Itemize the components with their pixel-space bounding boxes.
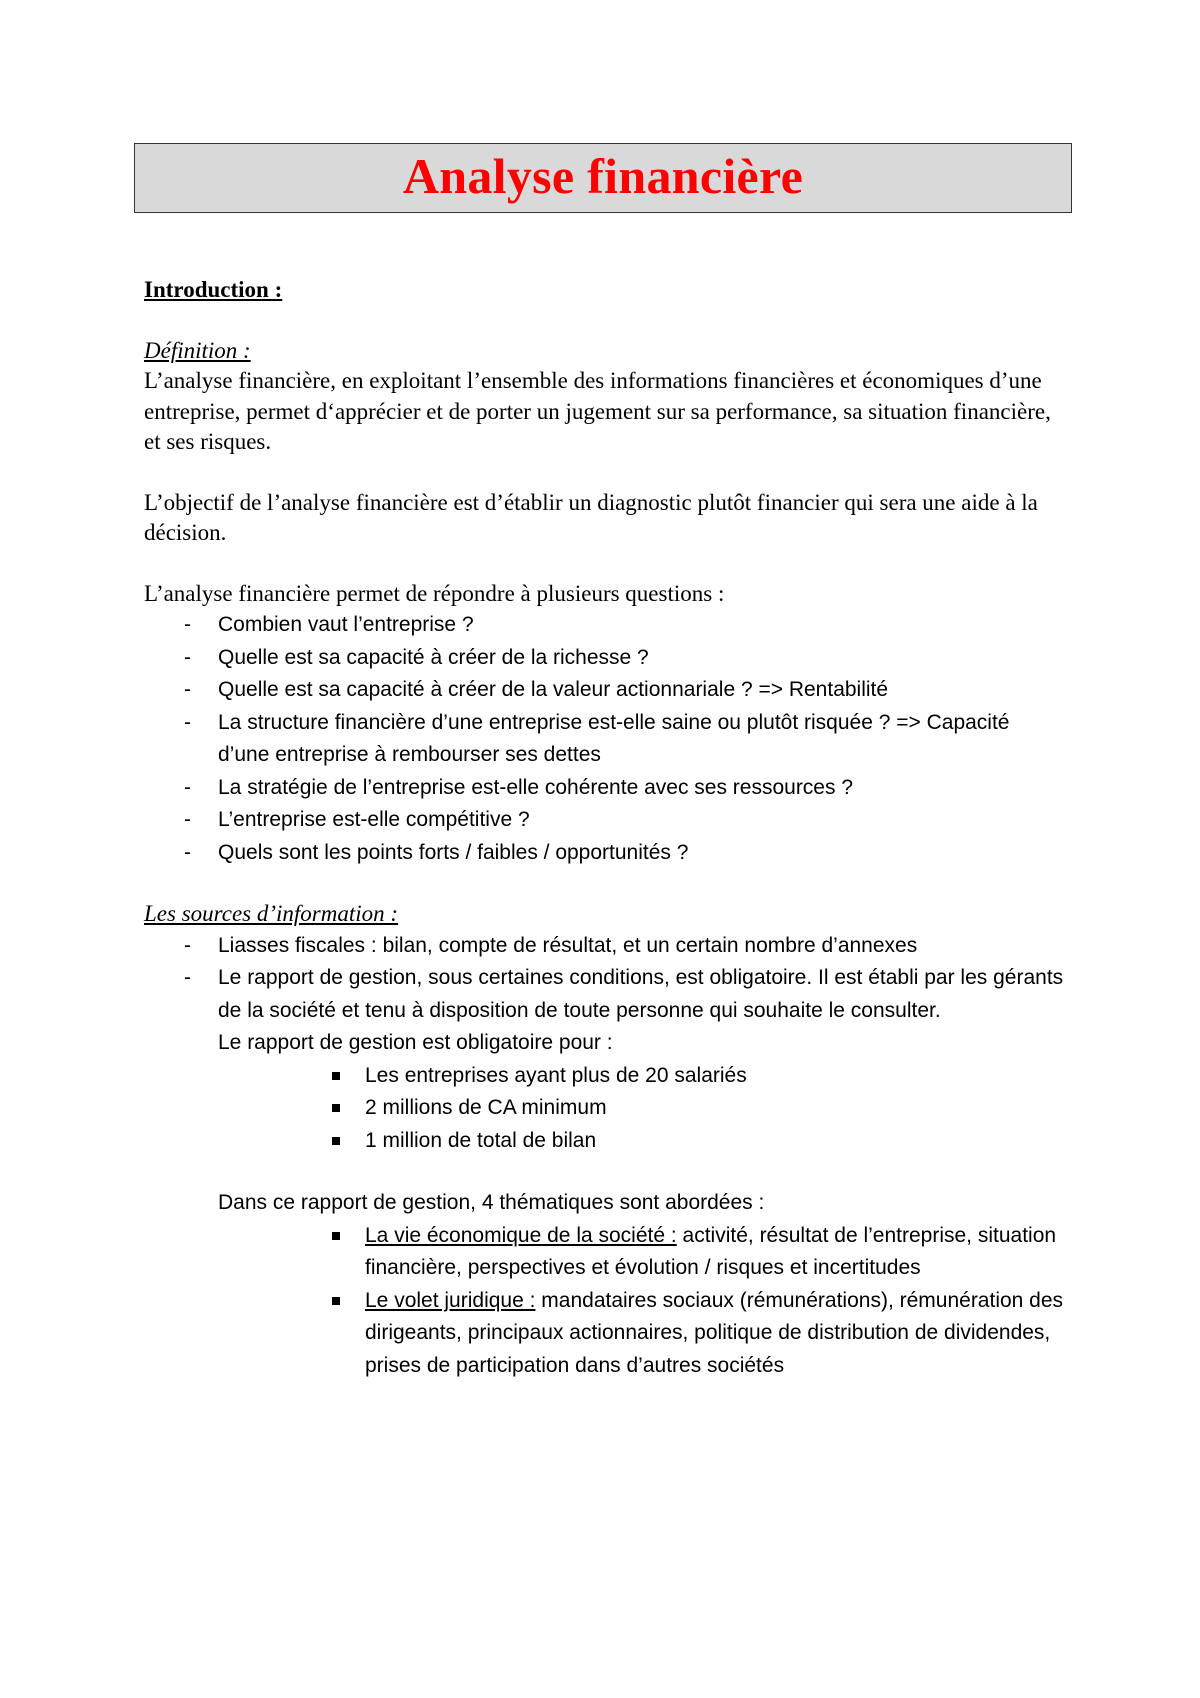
theme-text: mandataires sociaux (rémunérations), rémunération des dirigeants, principaux actionnaires, politique de distribution de dividendes, prises de participation dans d’autres sociétés bbox=[365, 1288, 1064, 1377]
definition-text: L’analyse financière, en exploitant l’ensemble des informations financières et économiques d’une entreprise, permet d‘apprécier et de porter un jugement sur sa performance, sa situation financière, et ses risques. bbox=[144, 368, 1051, 454]
theme-text: activité, résultat de l’entreprise, situation financière, perspectives et évolution / risques et incertitudes bbox=[365, 1223, 1057, 1279]
questions-intro: L’analyse financière permet de répondre à plusieurs questions : bbox=[144, 580, 725, 606]
square-bullet-icon bbox=[332, 1297, 340, 1305]
title-box bbox=[134, 143, 1072, 213]
objective-text: L’objectif de l’analyse financière est d’établir un diagnostic plutôt financier qui sera une aide à la décision. bbox=[144, 489, 1038, 545]
definition-label: Définition : bbox=[144, 337, 251, 363]
list-item: - Quelle est sa capacité à créer de la valeur actionnariale ? => Rentabilité bbox=[184, 678, 889, 701]
square-bullet-icon bbox=[332, 1137, 340, 1145]
list-item: - Quels sont les points forts / faibles / opportunités ? bbox=[184, 840, 689, 864]
list-item: - Liasses fiscales : bilan, compte de résultat, et un certain nombre d’annexes bbox=[184, 933, 918, 957]
list-item: 1 million de total de bilan bbox=[144, 1125, 1064, 1158]
themes-intro: Dans ce rapport de gestion, 4 thématiques sont abordées : bbox=[218, 1191, 765, 1214]
square-bullet-icon bbox=[332, 1232, 340, 1240]
mandatory-intro: Le rapport de gestion est obligatoire pour : bbox=[218, 1031, 613, 1054]
list-item: - L’entreprise est-elle compétitive ? bbox=[184, 808, 530, 831]
square-bullet-icon bbox=[332, 1104, 340, 1112]
themes-list bbox=[144, 1220, 1064, 1383]
theme-label: Le volet juridique : bbox=[365, 1288, 536, 1312]
list-item: - Quelle est sa capacité à créer de la richesse ? bbox=[184, 645, 649, 669]
list-item bbox=[144, 1220, 1064, 1285]
mandatory-list bbox=[144, 1060, 1064, 1158]
questions-list bbox=[144, 609, 1064, 869]
list-item: - Combien vaut l’entreprise ? bbox=[184, 613, 474, 636]
list-item: 2 millions de CA minimum bbox=[144, 1092, 1064, 1125]
list-item: - La structure financière d’une entreprise est-elle saine ou plutôt risquée ? => Capacité d’une entreprise à rembourser ses dettes bbox=[184, 710, 1010, 766]
square-bullet-icon bbox=[332, 1072, 340, 1080]
document-body bbox=[144, 275, 1064, 1382]
list-item: - La stratégie de l’entreprise est-elle cohérente avec ses ressources ? bbox=[184, 775, 854, 799]
list-item: - Le rapport de gestion, sous certaines conditions, est obligatoire. Il est établi par les gérants de la société et tenu à disposition de toute personne qui souhaite le consulter. bbox=[184, 966, 1064, 1022]
page-title: Analyse financière bbox=[402, 148, 804, 204]
sources-label: Les sources d’information : bbox=[144, 901, 399, 926]
sources-list bbox=[144, 930, 1064, 1028]
introduction-heading: Introduction : bbox=[144, 277, 283, 302]
theme-label: La vie économique de la société : bbox=[365, 1223, 677, 1247]
list-item bbox=[144, 1285, 1064, 1383]
list-item: Les entreprises ayant plus de 20 salariés bbox=[144, 1060, 1064, 1093]
